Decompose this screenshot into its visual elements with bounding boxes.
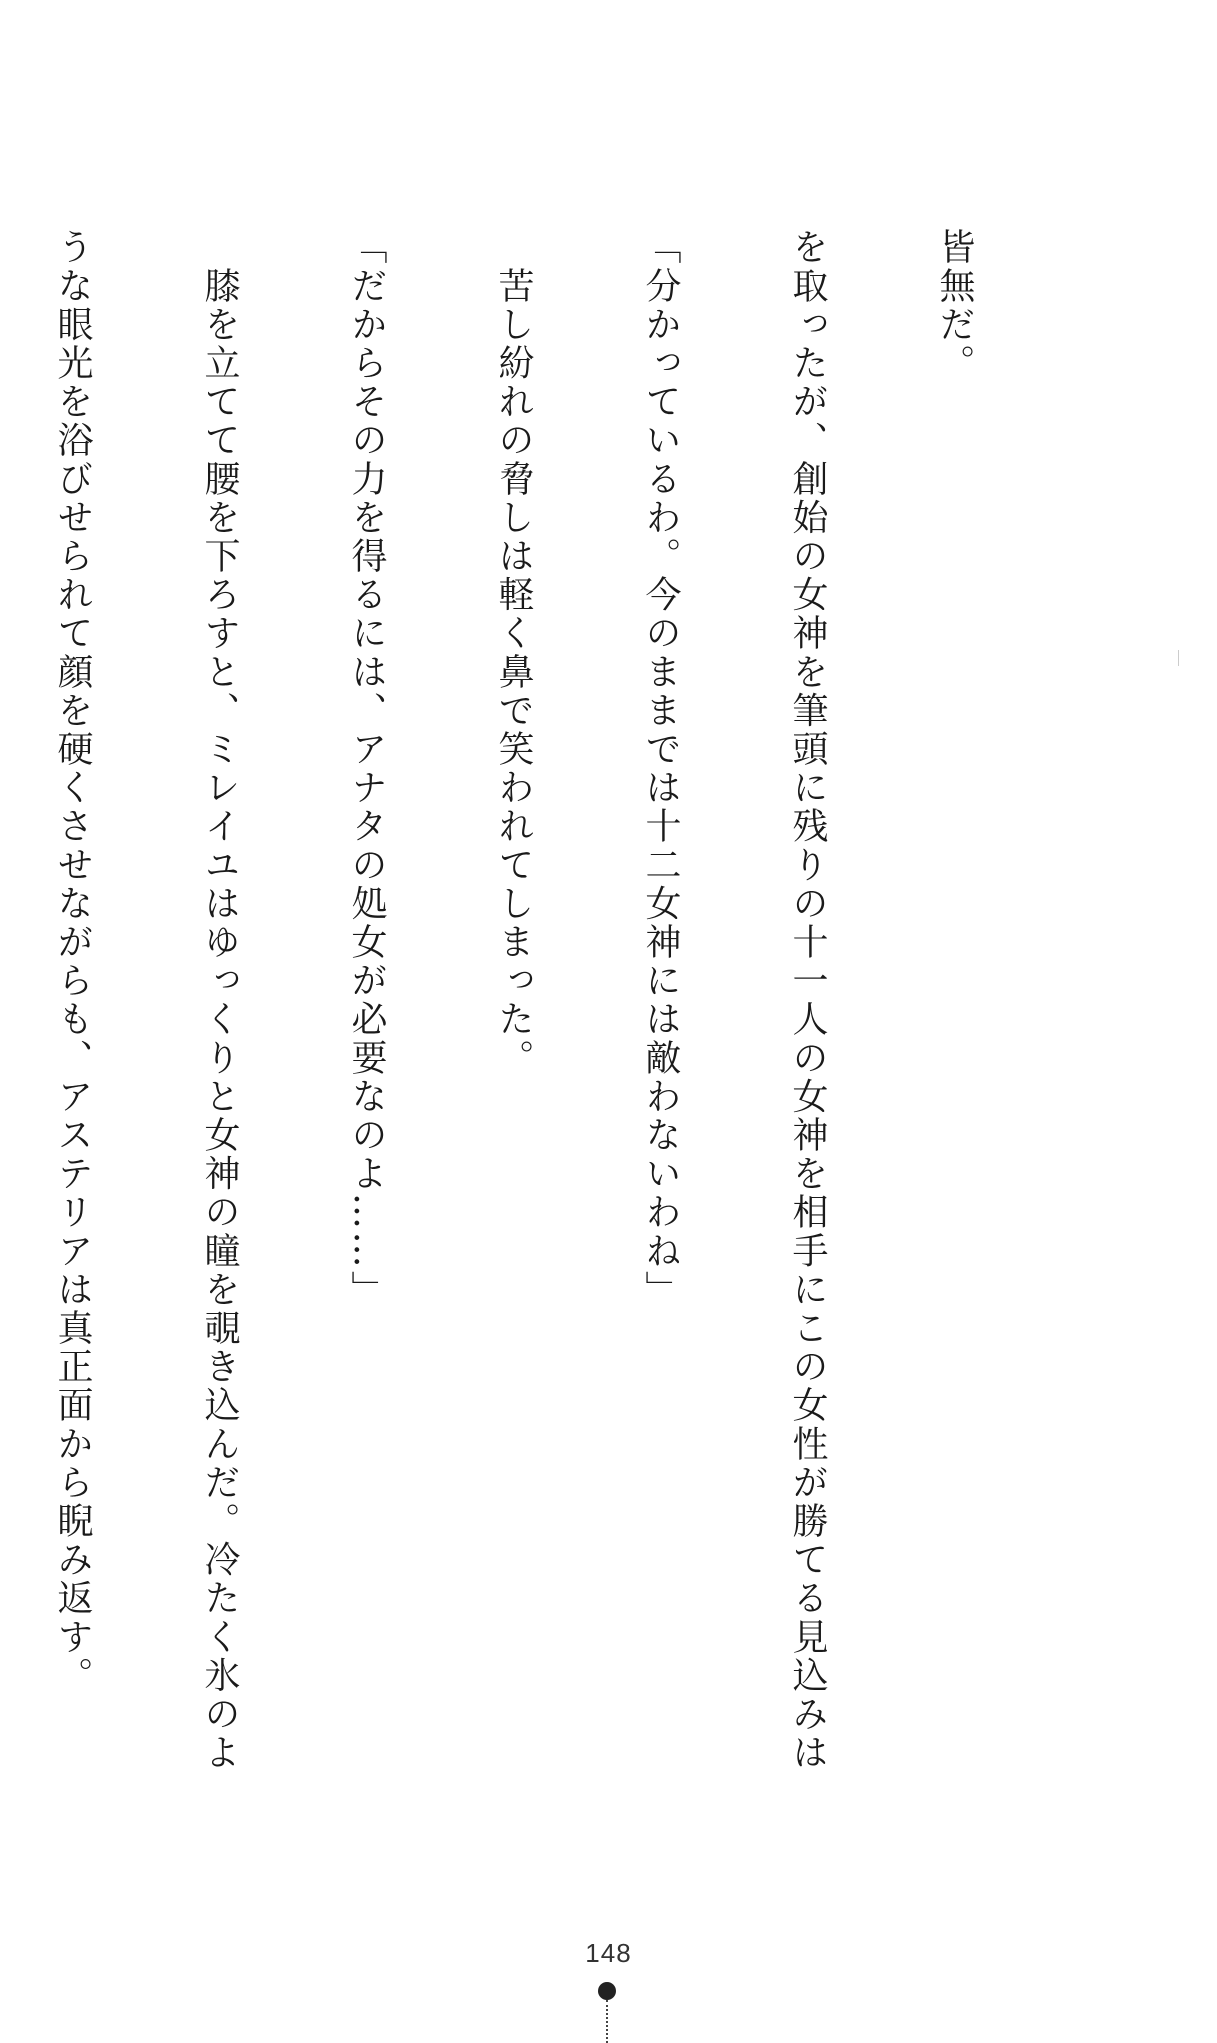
text-line: 「だからその力を得るには、アナタの処女が必要なのよ……」	[346, 228, 387, 1309]
page-number: 148	[585, 1938, 632, 1968]
text-line: 皆無だ。	[934, 228, 975, 383]
text-line: を取ったが、創始の女神を筆頭に残りの十一人の女神を相手にこの女性が勝てる見込みは	[787, 228, 828, 1772]
gutter-mark	[1178, 650, 1179, 666]
text-line: 苦し紛れの脅しは軽く鼻で笑われてしまった。	[493, 228, 534, 1078]
text-line: 膝を立てて腰を下ろすと、ミレイユはゆっくりと女神の瞳を覗き込んだ。冷たく氷のよ	[199, 228, 240, 1772]
text-line: 「分かっているわ。今のままでは十二女神には敵わないわね」	[640, 228, 681, 1309]
page-dotted-line-ornament	[606, 2000, 608, 2043]
body-text	[52, 228, 1077, 1772]
page-dot-ornament	[598, 1982, 616, 2000]
text-line: うな眼光を浴びせられて顔を硬くさせながらも、アステリアは真正面から睨み返す。	[52, 228, 93, 1695]
